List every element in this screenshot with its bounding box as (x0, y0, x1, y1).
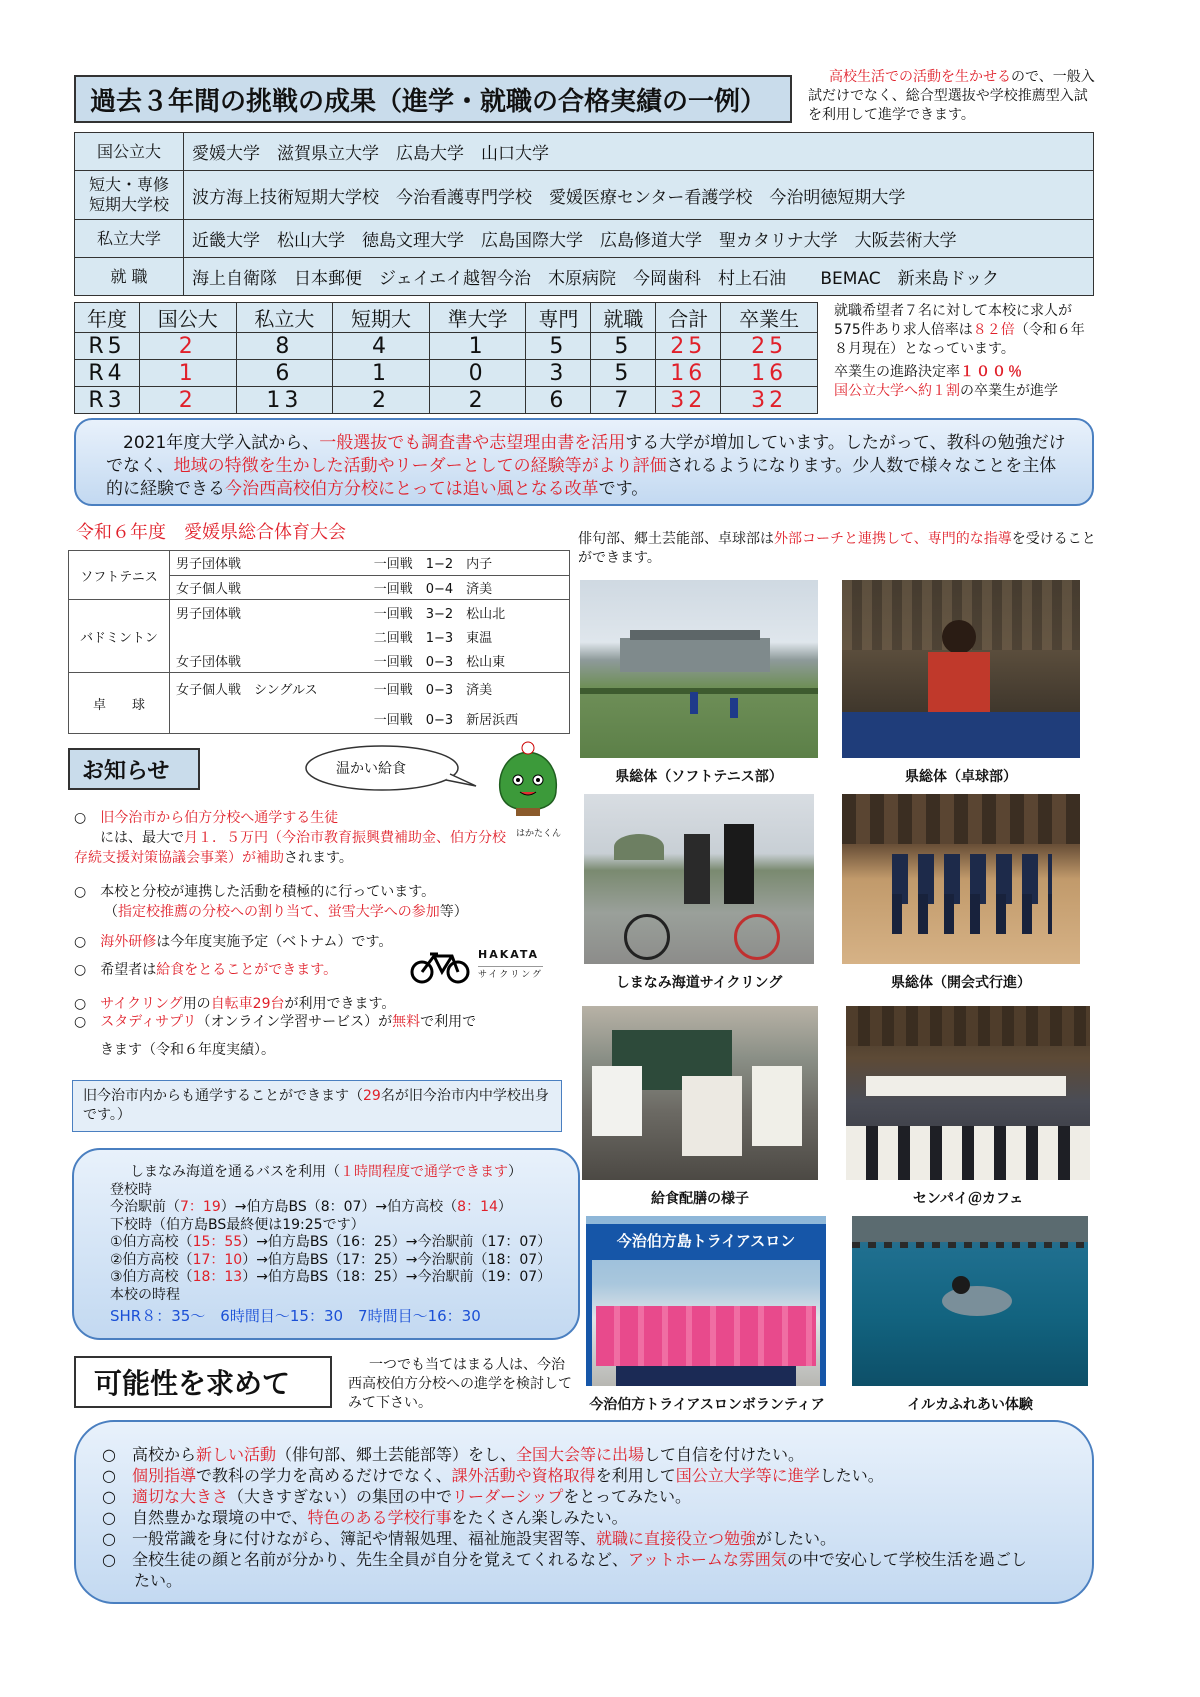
stats-cell: 2 (139, 387, 236, 414)
stats-cell: 25 (721, 333, 818, 360)
bubble-text: 温かい給食 (336, 761, 406, 777)
table-row (75, 133, 1094, 171)
hakata-logo-text: HAKATA (478, 948, 540, 961)
list-item: ○ 一般常識を身に付けながら、簿記や情報処理、福祉施設実習等、就職に直接役立つ勉強がしたい。 (102, 1529, 837, 1548)
club-name: 卓 球 (69, 673, 170, 734)
photo-caption: 給食配膳の様子 (651, 1191, 749, 1207)
photo-lunch-serving (582, 1006, 818, 1180)
notice-item: ○ 旧今治市から伯方分校へ通学する生徒 には、最大で月１．５万円（今治市教育振興費補助金、伯方分校存続支援対策協議会事業）が補助されます。 (74, 810, 506, 866)
stats-header: 国公大 (139, 303, 236, 333)
stats-cell: 6 (236, 360, 333, 387)
sports-title: 令和６年度 愛媛県総合体育大会 (76, 522, 346, 543)
stats-cell: 7 (591, 387, 656, 414)
event-name (170, 624, 368, 648)
notice-title: お知らせ (82, 758, 170, 784)
list-item: ○ 高校から新しい活動（俳句部、郷土芸能部等）をし、全国大会等に出場して自信を付けたい。 (102, 1445, 805, 1464)
photo-triathlon (586, 1216, 826, 1386)
photo-caption: 県総体（ソフトテニス部） (615, 769, 783, 785)
possibility-box (74, 1420, 1094, 1604)
event-name: 女子個人戦 シングルス (170, 673, 368, 704)
stats-cell: 3 (526, 360, 591, 387)
hakata-logo-sub: サイクリング (478, 966, 543, 980)
mascot-name: はかたくん (516, 829, 562, 839)
stats-cell: 5 (591, 333, 656, 360)
photo-caption: センパイ＠カフェ (912, 1191, 1024, 1207)
stats-cell: 1 (429, 333, 526, 360)
table-row (69, 551, 570, 576)
stats-cell: 13 (236, 387, 333, 414)
results-title: 過去３年間の挑戦の成果（進学・就職の合格実績の一例） (90, 86, 767, 117)
event-name: 男子団体戦 (170, 600, 368, 625)
notice-item: ○ 本校と分校が連携した活動を積極的に行っています。 （指定校推薦の分校への割り当て、蛍雪大学への参加等） (74, 884, 468, 920)
stats-cell: 2 (139, 333, 236, 360)
stats-cell: 0 (429, 360, 526, 387)
stats-cell: R4 (75, 360, 140, 387)
commute-box: 旧今治市内からも通学することができます（29名が旧今治市内中学校出身です。） (72, 1080, 562, 1132)
stats-cell: 16 (656, 360, 721, 387)
notice-title-box (68, 748, 200, 790)
stats-cell: 32 (721, 387, 818, 414)
row-value: 近畿大学 松山大学 徳島文理大学 広島国際大学 広島修道大学 聖カタリナ大学 大阪芸術大学 (184, 220, 1094, 258)
list-item: ○ 個別指導で教科の学力を高めるだけでなく、課外活動や資格取得を利用して国公立大学等に進学したい。 (102, 1466, 884, 1485)
notice-item: ○ サイクリング用の自転車29台が利用できます。 (74, 996, 396, 1012)
possibility-note: 一つでも当てはまる人は、今治西高校伯方分校への進学を検討してみて下さい。 (348, 1357, 572, 1411)
stats-header: 年度 (75, 303, 140, 333)
results-note: 高校生活での活動を生かせるので、一般入試だけでなく、総合型選抜や学校推薦型入試を利用して進学できます。 (808, 69, 1095, 123)
match-result: 二回戦 1−3 東温 (368, 624, 570, 648)
table-row (75, 333, 818, 360)
results-table (74, 132, 1094, 296)
table-row (75, 387, 818, 414)
coach-note: 俳句部、郷土芸能部、卓球部は外部コーチと連携して、専門的な指導を受けることができます。 (578, 531, 1096, 566)
photo-opening-march (842, 794, 1080, 964)
stats-header: 短期大 (333, 303, 430, 333)
stats-header: 専門 (526, 303, 591, 333)
photo-caption: イルカふれあい体験 (907, 1397, 1033, 1413)
event-name (170, 703, 368, 734)
match-result: 一回戦 1−2 内子 (368, 551, 570, 576)
photo-caption: しまなみ海道サイクリング (615, 975, 783, 991)
photo-caption: 今治伯方トライアスロンボランティア (589, 1397, 825, 1413)
photo-dolphin (852, 1216, 1088, 1386)
triathlon-banner: 今治伯方島トライアスロン (616, 1232, 796, 1250)
stats-cell: 1 (139, 360, 236, 387)
table-row (75, 360, 818, 387)
match-result: 一回戦 0−3 済美 (368, 673, 570, 704)
table-row (75, 171, 1094, 220)
stats-header: 合計 (656, 303, 721, 333)
match-result: 一回戦 0−3 松山東 (368, 648, 570, 673)
stats-cell: 2 (333, 387, 430, 414)
stats-cell: 25 (656, 333, 721, 360)
list-item: ○ 自然豊かな環境の中で、特色のある学校行事をたくさん楽しみたい。 (102, 1508, 628, 1527)
possibility-title: 可能性を求めて (94, 1367, 291, 1400)
bus-box: しまなみ海道を通るバスを利用（１時間程度で通学できます） 登校時 今治駅前（7：19）→伯方島BS（8：07）→伯方高校（8：14） 下校時（伯方島BS最終便は19:25です） ①伯方高校（15：55）→伯方島BS（16：25）→今治駅前（17：07） ②伯方高校（17：10）→伯方島BS（17：25）→今治駅前（18：07） ③伯方高校（18：13）→伯方島BS（18：25）→今治駅前（19：07） 本校の時程 SHR８：35〜 6時間目〜15：30 7時間目〜16：30 (72, 1148, 580, 1340)
stats-header: 私立大 (236, 303, 333, 333)
photo-caption: 県総体（卓球部） (905, 769, 1017, 785)
stats-header: 就職 (591, 303, 656, 333)
notice-item: ○ スタディサプリ（オンライン学習サービス）が無料で利用で きます（令和６年度実績）。 (74, 1014, 477, 1058)
match-result: 一回戦 0−3 新居浜西 (368, 703, 570, 734)
row-key: 短大・専修 短期大学校 (75, 171, 184, 220)
club-name: バドミントン (69, 600, 170, 673)
stats-cell: 5 (526, 333, 591, 360)
stats-cell: 2 (429, 387, 526, 414)
bicycle-icon (408, 950, 472, 984)
results-title-box (74, 75, 792, 123)
stats-cell: 4 (333, 333, 430, 360)
photo-soft-tennis (580, 580, 818, 758)
match-result: 一回戦 3−2 松山北 (368, 600, 570, 625)
possibility-title-box (74, 1356, 332, 1408)
stats-header: 卒業生 (721, 303, 818, 333)
stats-cell: R5 (75, 333, 140, 360)
reform-box: 2021年度大学入試から、一般選抜でも調査書や志望理由書を活用する大学が増加しています。したがって、教科の勉強だけでなく、地域の特徴を生かした活動やリーダーとしての経験等がより評価されるようになります。少人数で様々なことを主体的に経験できる今治西高校伯方分校にとっては追い風となる改革です。 (74, 418, 1094, 506)
event-name: 女子団体戦 (170, 648, 368, 673)
notice-item: ○ 希望者は給食をとることができます。 (74, 962, 338, 978)
table-row (75, 220, 1094, 258)
stats-cell: 16 (721, 360, 818, 387)
match-result: 一回戦 0−4 済美 (368, 575, 570, 600)
list-item: ○ 適切な大きさ（大きすぎない）の集団の中でリーダーシップをとってみたい。 (102, 1487, 692, 1506)
table-row (75, 258, 1094, 296)
table-row (69, 673, 570, 704)
stats-cell: 1 (333, 360, 430, 387)
table-row (69, 600, 570, 625)
stats-cell: 32 (656, 387, 721, 414)
row-key: 私立大学 (75, 220, 184, 258)
stats-header: 準大学 (429, 303, 526, 333)
club-name: ソフトテニス (69, 551, 170, 600)
photo-caption: 県総体（開会式行進） (891, 975, 1031, 991)
event-name: 女子個人戦 (170, 575, 368, 600)
event-name: 男子団体戦 (170, 551, 368, 576)
stats-cell: R3 (75, 387, 140, 414)
photo-senpai-cafe (846, 1006, 1090, 1180)
photo-cycling (584, 794, 814, 964)
row-value: 海上自衛隊 日本郵便 ジェイエイ越智今治 木原病院 今岡歯科 村上石油 BEMAC 新来島ドック (184, 258, 1094, 296)
list-item: ○ 全校生徒の顔と名前が分かり、先生全員が自分を覚えてくれるなど、アットホームな雰囲気の中で安心して学校生活を過ごしたい。 (102, 1550, 1027, 1590)
stats-side-note: 就職希望者７名に対して本校に求人が575件あり求人倍率は８２倍（令和６年８月現在）となっています。 卒業生の進路決定率１００％ 国公立大学へ約１割の卒業生が進学 (834, 303, 1085, 399)
row-value: 愛媛大学 滋賀県立大学 広島大学 山口大学 (184, 133, 1094, 171)
stats-header-row (75, 303, 818, 333)
notice-item: ○ 海外研修は今年度実施予定（ベトナム）です。 (74, 934, 393, 950)
stats-cell: 6 (526, 387, 591, 414)
stats-cell: 8 (236, 333, 333, 360)
row-key: 国公立大 (75, 133, 184, 171)
row-value: 波方海上技術短期大学校 今治看護専門学校 愛媛医療センター看護学校 今治明徳短期大学 (184, 171, 1094, 220)
sports-table (68, 550, 570, 734)
photo-table-tennis (842, 580, 1080, 758)
stats-cell: 5 (591, 360, 656, 387)
row-key: 就 職 (75, 258, 184, 296)
stats-table (74, 302, 818, 414)
